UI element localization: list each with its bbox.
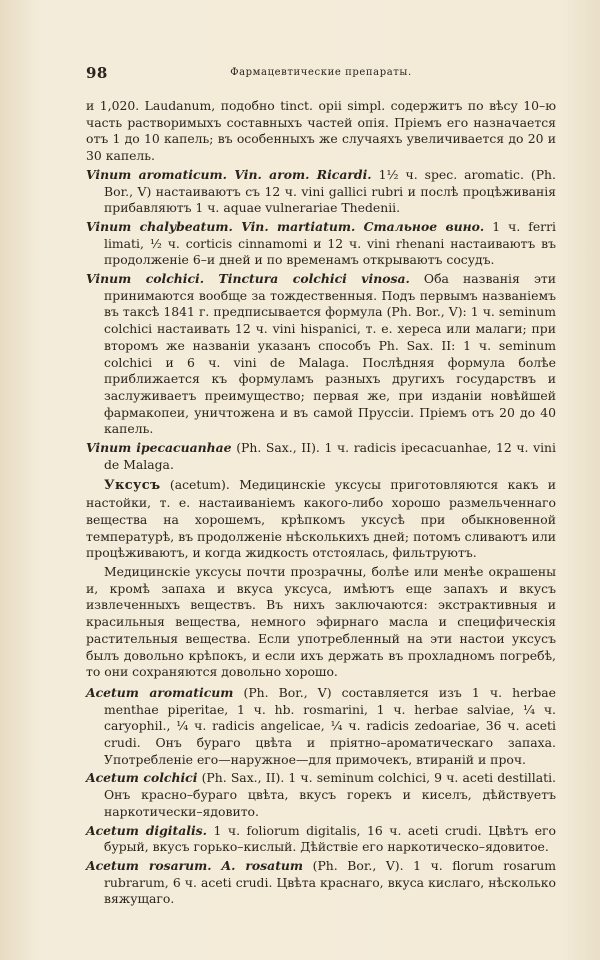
entry-title: Acetum digitalis.: [86, 822, 207, 838]
entry-text: Оба названія эти принимаются вообще за тождественныя. Подъ первымъ названіемъ въ таксѣ 1841 г. предписывается формула (Ph. Bor., V): 1 ч. seminum colchici настаивать 12 ч. vini hispanici, т. е. хереса или малаги; при второмъ же названіи указанъ способъ Ph. Sax. II: 1 ч. seminum colchici и 6 ч. vini de Malaga. Послѣдняя формула болѣе приближается къ формуламъ разныхъ другихъ государствъ и заслуживаетъ преимущество; первая же, при изданіи новѣйшей фармакопеи, уничтожена и въ самой Пруссіи. Пріемъ отъ 20 до 40 капель.: [104, 271, 556, 437]
entry-acetum-rosarum: [86, 858, 556, 908]
entry-title: Vinum colchici. Tinctura colchici vinosa.: [86, 271, 410, 287]
page-number: 98: [86, 64, 108, 82]
entry-vinum-colchici: [86, 271, 556, 438]
section-heading: Уксусъ: [104, 478, 161, 494]
paragraph-0-text: и 1,020. Laudanum, подобно tinct. opii simpl. содержитъ по вѣсу 10–ю часть растворимыхъ составныхъ частей опія. Пріемъ его назначается отъ 1 до 10 капель; въ особенныхъ же случаяхъ увеличивается до 20 и 30 капель.: [86, 98, 556, 164]
entry-title: Acetum colchici: [86, 770, 198, 786]
paragraph-text: Медицинскіе уксусы почти прозрачны, болѣе или менѣе окрашены и, кромѣ запаха и вкуса уксуса, имѣютъ еще запахъ и вкусъ извлеченныхъ веществъ. Въ нихъ заключаются: экстрактивныя и красильныя вещества, немного эфирнаго масла и специфическія растительныя вещества. Если употребленный на эти настои уксусъ былъ довольно крѣпокъ, и если ихъ держать въ прохладномъ погребѣ, то они сохраняются довольно хорошо.: [86, 563, 556, 680]
entry-acetum-digitalis: [86, 823, 556, 856]
entry-title: Vinum chalybeatum. Vin. martiatum. Стальное вино.: [86, 218, 485, 234]
section-acetum: [86, 477, 556, 562]
entry-text: (Ph. Bor., V). 1 ч. florum rosarum rubrarum, 6 ч. aceti crudi. Цвѣта краснаго, вкуса кислаго, нѣсколько вяжущаго.: [104, 857, 556, 907]
paragraph-0: [86, 98, 556, 165]
page-body-text: [86, 98, 556, 910]
entry-text: 1 ч. foliorum digitalis, 16 ч. aceti crudi. Цвѣтъ его бурый, вкусъ горько–кислый. Дѣйствіе его наркотическо–ядовитое.: [104, 822, 556, 855]
entry-vinum-ipecacuanhae: [86, 440, 556, 473]
entry-text: 1 ч. ferri limati, ½ ч. corticis cinnamomi и 12 ч. vini rhenani настаиваютъ въ продолженіе 6–и дней и по временамъ открываютъ сосудъ.: [104, 218, 556, 268]
entry-vinum-chalybeatum: [86, 219, 556, 269]
entry-text: (Ph. Sax., II). 1 ч. seminum colchici, 9 ч. aceti destillati. Онъ красно–бураго цвѣта, вкусъ горекъ и киселъ, дѣйствуетъ наркотически–ядовито.: [104, 770, 556, 819]
entry-text: (Ph. Sax., II). 1 ч. radicis ipecacuanhae, 12 ч. vini de Malaga.: [104, 440, 556, 472]
paragraph-acetum-properties: [86, 564, 556, 681]
entry-vinum-aromaticum: [86, 167, 556, 217]
page-header: [86, 64, 556, 84]
entry-text: 1½ ч. spec. aromatic. (Ph. Bor., V) настаиваютъ съ 12 ч. vini gallici rubri и послѣ процѣживанія прибавляютъ 1 ч. aquae vulnerariae Thedenii.: [104, 166, 556, 216]
entry-title: Acetum aromaticum: [86, 684, 234, 700]
entry-acetum-aromaticum: [86, 685, 556, 769]
section-text: (acetum). Медицинскіе уксусы приготовляются какъ и настойки, т. е. настаиваніемъ какого-либо хорошо размельченнаго вещества на хорошемъ, крѣпкомъ уксусѣ при обыкновенной температурѣ, въ продолженіе нѣсколькихъ дней; потомъ сливаютъ или процѣживаютъ, и когда жидкость отстоялась, фильтруютъ.: [86, 477, 556, 561]
running-head: Фармацевтические препараты.: [230, 67, 412, 78]
entry-acetum-colchici: [86, 770, 556, 820]
entry-title: Acetum rosarum. A. rosatum: [86, 857, 304, 873]
entry-text: (Ph. Bor., V) составляется изъ 1 ч. herbae menthae piperitae, 1 ч. hb. rosmarini, 1 ч. herbae salviae, ¼ ч. caryophil., ¼ ч. radicis angelicae, ¼ ч. radicis zedoariae, 36 ч. aceti crudi. Онъ бураго цвѣта и пріятно–ароматическаго запаха. Употребленіе его—наружное—для примочекъ, втираній и проч.: [104, 684, 556, 767]
entry-title: Vinum ipecacuanhae: [86, 440, 232, 456]
entry-title: Vinum aromaticum. Vin. arom. Ricardi.: [86, 166, 372, 182]
